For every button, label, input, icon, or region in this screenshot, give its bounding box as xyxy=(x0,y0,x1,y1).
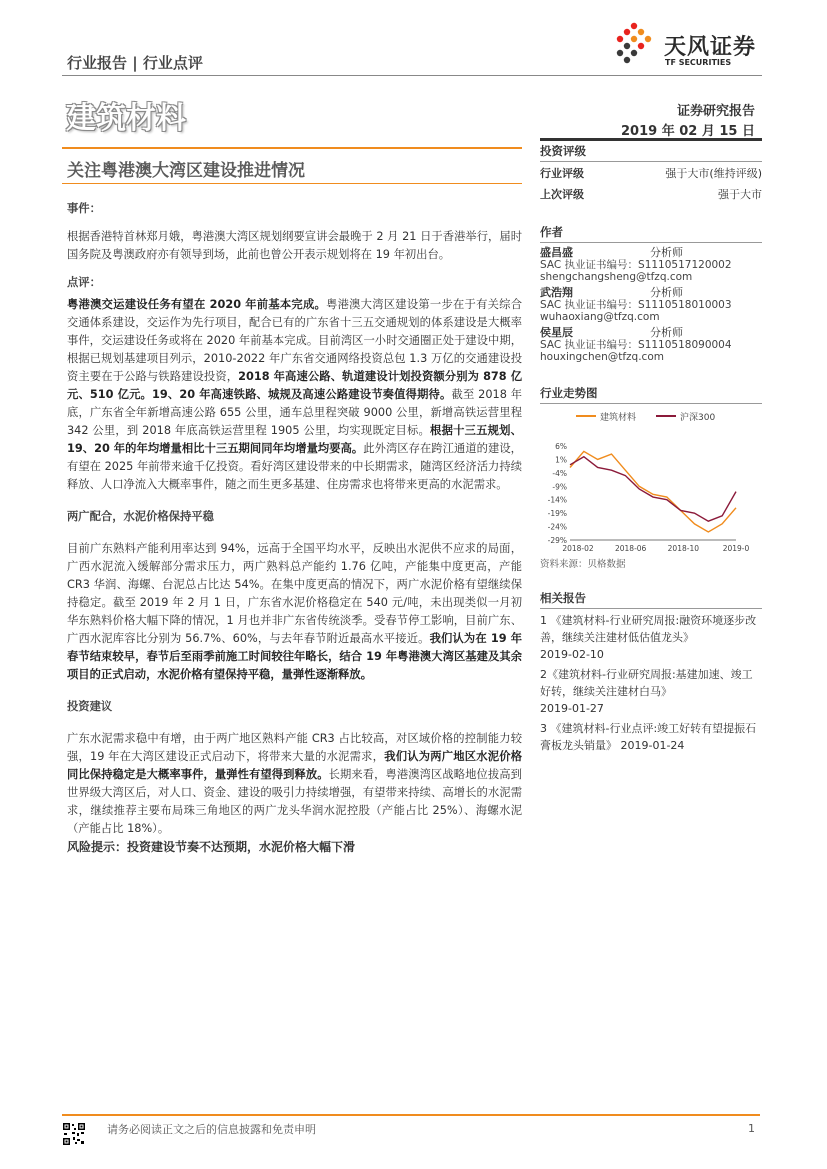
comment-label: 点评： xyxy=(67,276,101,289)
qr-code-icon xyxy=(62,1122,86,1146)
y-tick-label: -4% xyxy=(552,468,567,478)
subheading-cement-price: 两广配合，水泥价格保持平稳 xyxy=(67,510,214,523)
paragraph-transport-text-3: 此外湾区存在跨江通道的建设，有望在 2025 年前带来逾千亿投资。看好湾区建设带来的中长期需求，随湾区经济活力持续释放、人口净流入大概率事件，随之而生更多基建、住房需求也将带来更高的水泥需求。 xyxy=(67,442,522,491)
y-tick-label: -29% xyxy=(547,536,567,545)
trend-heading: 行业走势图 xyxy=(540,383,762,404)
footer-disclaimer: 请务必阅读正文之后的信息披露和免责申明 xyxy=(107,1123,316,1136)
report-category: 行业报告 | 行业点评 xyxy=(67,54,203,72)
rating-heading: 投资评级 xyxy=(540,138,762,162)
analyst-name: 盛昌盛 xyxy=(540,246,573,259)
analyst-entry xyxy=(540,287,762,323)
rating-row-current xyxy=(540,162,762,183)
header-divider xyxy=(62,75,762,76)
paragraph-investment-text-2: 长期来看，粤港澳湾区战略地位拔高到世界级大湾区后，对人口、资金、建设的吸引力持续增强，有望带来持续、高增长的水泥需求，继续推荐主要布局珠三角地区的两广龙头华润水泥控股（产能占比 25%）、海螺水泥（产能占比 18%）。 xyxy=(67,768,522,835)
paragraph-transport-text-1: 粤港澳大湾区建设第一步在于有关综合交通体系建设，交运作为先行项目，配合已有的广东省十三五交通规划的体系建设是大概率事件，交运建设任务或将在 2020 年前基本完成。目前湾区一小时交通圈正处于建设中期，根据已规划基建项目列示，2010-2022 年广东省交通网络投资总包 1.3 万亿的交通建设投资主要在于公路与铁路建设投资， xyxy=(67,298,522,383)
sidebar xyxy=(540,138,762,754)
related-report-title: 1 《建筑材料-行业研究周报:融资环境逐步改善，继续关注建材低估值龙头》 xyxy=(540,614,757,644)
page-number: 1 xyxy=(748,1122,755,1135)
logo-company-name: 天风证券 xyxy=(664,35,757,60)
series-line-index xyxy=(570,457,736,521)
paragraph-investment-text-1: 广东水泥需求稳中有增，由于两广地区熟料产能 CR3 占比较高，对区域价格的控制能力较强，19 年在大湾区建设正式启动下，将带来大量的水泥需求， xyxy=(67,732,522,763)
authors-heading: 作者 xyxy=(540,222,762,243)
analyst-email[interactable]: wuhaoxiang@tfzq.com xyxy=(540,311,660,323)
x-tick-label: 2019-0 xyxy=(722,544,750,553)
paragraph-transport-highlight-1: 2018 年高速公路、轨道建设计划投资额分别为 878 亿元、510 亿元。19、20 年高速铁路、城规及高速公路建设节奏值得期待。 xyxy=(67,370,522,401)
paragraph-transport-text-2: 截至 2018 年底，广东省全年新增高速公路 655 公里，通车总里程突破 9000 公里，新增高铁运营里程 342 公里，到 2018 年底高铁运营里程 1905 公里，均实现既定目标。 xyxy=(67,388,522,437)
trend-chart xyxy=(540,404,762,554)
rating-row-previous xyxy=(540,183,762,204)
y-tick-label: -24% xyxy=(547,522,567,532)
company-logo-icon xyxy=(612,20,662,70)
x-tick-label: 2018-10 xyxy=(667,544,700,553)
event-label: 事件： xyxy=(67,202,101,215)
related-report-date: 2019-01-27 xyxy=(540,702,604,715)
analyst-sac: SAC 执业证书编号：S1110517120002 xyxy=(540,259,732,271)
y-tick-label: 1% xyxy=(555,455,567,465)
related-report-date: 2019-02-10 xyxy=(540,648,604,661)
previous-rating-label: 上次评级 xyxy=(540,188,584,201)
risk-warning: 风险提示：投资建设节奏不达预期，水泥价格大幅下滑 xyxy=(67,840,356,854)
analyst-role: 分析师 xyxy=(650,326,683,339)
analyst-email[interactable]: shengchangsheng@tfzq.com xyxy=(540,271,693,283)
y-tick-label: -9% xyxy=(552,482,567,492)
previous-rating-value: 强于大市 xyxy=(718,188,762,201)
footer-rule xyxy=(62,1114,760,1116)
analyst-entry xyxy=(540,247,762,283)
related-report-item[interactable] xyxy=(540,612,762,663)
analyst-entry xyxy=(540,327,762,363)
sector-title: 建筑材料 xyxy=(66,101,186,136)
rating-value: 强于大市(维持评级) xyxy=(665,167,762,180)
paragraph-investment-highlight: 我们认为两广地区水泥价格同比保持稳定是大概率事件，量弹性有望得到释放。 xyxy=(67,750,522,781)
y-tick-label: 6% xyxy=(555,442,567,451)
related-report-item[interactable] xyxy=(540,666,762,717)
related-report-item[interactable] xyxy=(540,720,762,754)
y-tick-label: -14% xyxy=(547,495,567,505)
x-tick-label: 2018-02 xyxy=(562,544,594,553)
paragraph-cement-text: 目前广东熟料产能利用率达到 94%，远高于全国平均水平，反映出水泥供不应求的局面，广西水泥流入缓解部分需求压力，两广熟料总产能约 1.76 亿吨，产能集中度更高，产能 CR3 华润、海螺、台泥总占比达 54%。在集中度更高的情况下，两广水泥价格有望继续保持稳定。截至 2019 年 2 月 1 日，广东省水泥价格稳定在 540 元/吨，未出现类似一月初华东熟料价格大幅下降的情况，1 月也并非广东省传统淡季。受春节停工影响，目前广东、广西水泥库容比分别为 56.7%、60%，与去年春节附近最高水平接近。 xyxy=(67,542,522,645)
logo-company-name-en: TF SECURITIES xyxy=(665,58,732,67)
paragraph-transport-lead: 粤港澳交运建设任务有望在 2020 年前基本完成。 xyxy=(67,298,327,311)
analyst-role: 分析师 xyxy=(650,246,683,259)
rating-label: 行业评级 xyxy=(540,167,584,180)
paragraph-transport-highlight-2: 根据十三五规划、19、20 年的年均增量相比十三五期间同年均增量均要高。 xyxy=(67,424,522,455)
event-paragraph: 根据香港特首林郑月娥，粤港澳大湾区规划纲要宣讲会最晚于 2 月 21 日于香港举行，届时国务院及粤澳政府亦有领导到场，此前也曾公开表示规划将在 19 年初出台。 xyxy=(67,230,522,261)
related-report-date: 2019-01-24 xyxy=(620,739,685,752)
paragraph-investment xyxy=(67,730,522,838)
related-reports xyxy=(540,612,762,754)
legend-label: 沪深300 xyxy=(680,413,716,423)
related-report-title: 3 《建筑材料-行业点评:竣工好转有望提振石膏板龙头销量》 xyxy=(540,722,757,752)
related-report-title: 2《建筑材料-行业研究周报:基建加速、竣工好转，继续关注建材白马》 xyxy=(540,668,753,698)
title-top-rule xyxy=(62,147,522,149)
analyst-role: 分析师 xyxy=(650,286,683,299)
analyst-name: 侯星辰 xyxy=(540,326,573,339)
x-tick-label: 2018-06 xyxy=(614,544,647,553)
analyst-sac: SAC 执业证书编号：S1110518010003 xyxy=(540,299,732,311)
main-content xyxy=(67,200,522,838)
legend-label: 建筑材料 xyxy=(600,413,637,423)
y-tick-label: -19% xyxy=(547,509,567,519)
report-date: 2019 年 02 月 15 日 xyxy=(621,124,755,139)
analyst-name: 武浩翔 xyxy=(540,286,573,299)
paragraph-cement-highlight: 我们认为在 19 年春节结束较早，春节后至雨季前施工时间较往年略长，结合 19 年粤港澳大湾区基建及其余项目的正式启动，水泥价格有望保持平稳，量弹性逐渐释放。 xyxy=(67,632,522,681)
related-heading: 相关报告 xyxy=(540,588,762,609)
title-bottom-rule xyxy=(62,183,522,184)
chart-source: 资料来源：贝格数据 xyxy=(540,559,626,570)
subheading-investment: 投资建议 xyxy=(67,700,113,713)
report-type: 证券研究报告 xyxy=(676,104,755,119)
paragraph-cement xyxy=(67,540,522,684)
analyst-sac: SAC 执业证书编号：S1110518090004 xyxy=(540,339,732,351)
trend-chart-svg xyxy=(540,404,762,554)
page-title: 关注粤港澳大湾区建设推进情况 xyxy=(67,161,305,181)
analyst-email[interactable]: houxingchen@tfzq.com xyxy=(540,351,664,363)
paragraph-transport xyxy=(67,296,522,494)
